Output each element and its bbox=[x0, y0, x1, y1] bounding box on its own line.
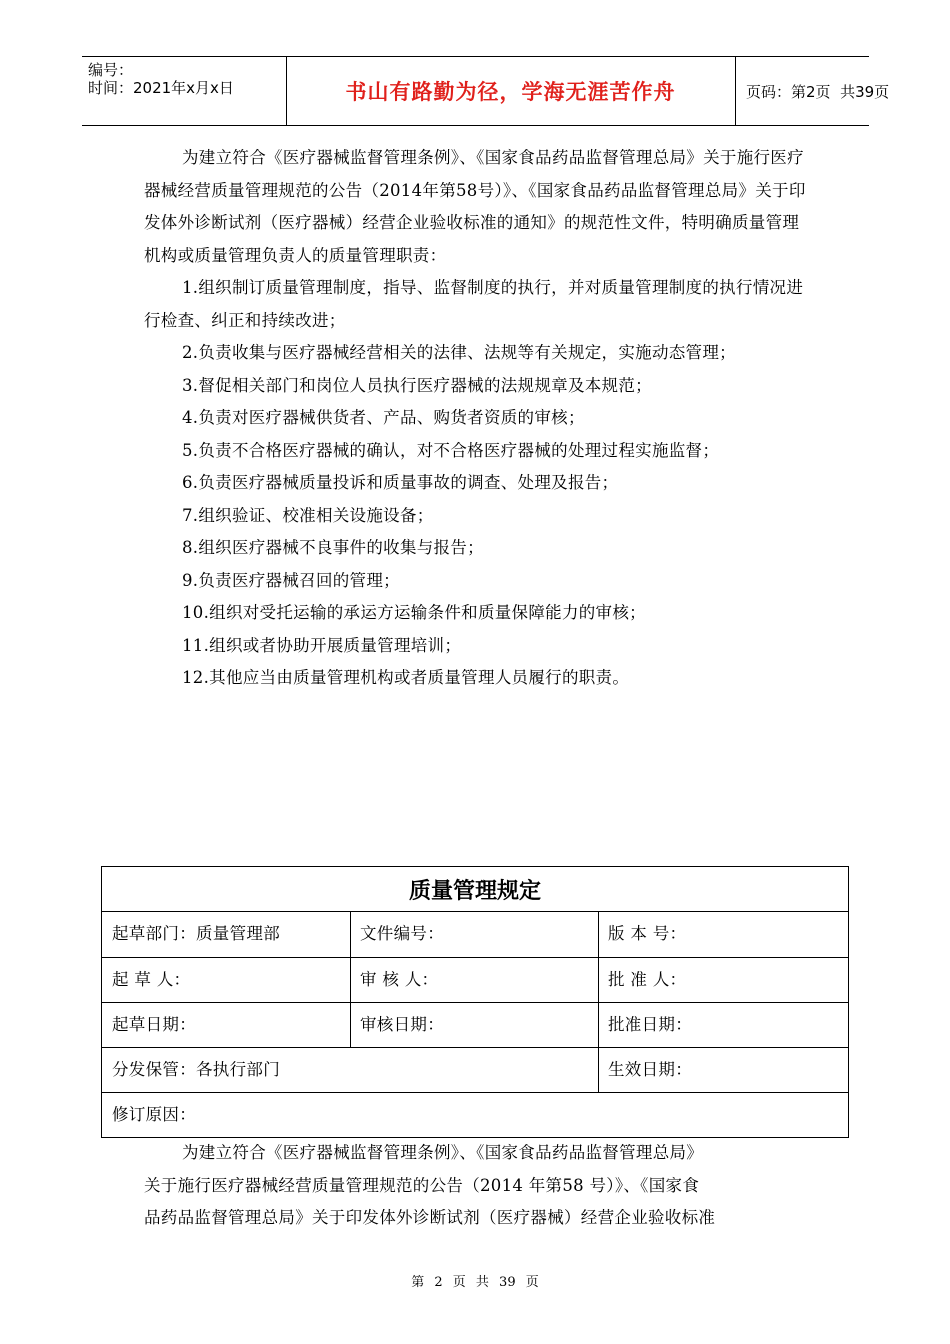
table-row bbox=[102, 911, 848, 958]
page-header bbox=[82, 56, 890, 126]
draft-date-cell: 起草日期： bbox=[112, 1015, 196, 1034]
doc-no-cell: 文件编号： bbox=[360, 924, 444, 943]
page-footer: 第 2 页 共 39 页 bbox=[411, 1275, 539, 1290]
effective-date-cell: 生效日期： bbox=[608, 1060, 692, 1079]
list-item: 9.负责医疗器械召回的管理； bbox=[182, 570, 400, 590]
table-row bbox=[102, 1047, 848, 1093]
approve-date-cell: 批准日期： bbox=[608, 1015, 692, 1034]
approver-cell: 批 准 人： bbox=[608, 970, 687, 989]
main-text bbox=[144, 142, 809, 695]
list-item: 10.组织对受托运输的承运方运输条件和质量保障能力的审核； bbox=[182, 603, 646, 622]
table-title: 质量管理规定 bbox=[408, 878, 541, 904]
intro-paragraph: 为建立符合《医疗器械监督管理条例》、《国家食品药品监督管理总局》关于施行医疗器械经营质量管理规范的公告（2014年第58号）》、《国家食品药品监督管理总局》关于印发体外诊断试剂（医疗器械）经营企业验收标准的通知》的规范性文件，特明确质量管理机构或质量管理负责人的质量管理职责： bbox=[144, 148, 806, 265]
intro-repeat-line: 为建立符合《医疗器械监督管理条例》、《国家食品药品监督管理总局》 bbox=[182, 1143, 704, 1162]
list-item: 8.组织医疗器械不良事件的收集与报告； bbox=[182, 538, 484, 557]
reviewer-cell: 审 核 人： bbox=[360, 970, 439, 989]
list-item: 3.督促相关部门和岗位人员执行医疗器械的法规规章及本规范； bbox=[182, 375, 652, 395]
duty-list bbox=[144, 272, 809, 695]
intro-repeat bbox=[144, 1137, 809, 1235]
revision-reason-cell: 修订原因： bbox=[112, 1105, 196, 1124]
table-row bbox=[102, 957, 848, 1003]
list-item: 7.组织验证、校准相关设施设备； bbox=[182, 505, 434, 525]
list-item: 2.负责收集与医疗器械经营相关的法律、法规等有关规定，实施动态管理； bbox=[182, 343, 736, 362]
table-row bbox=[102, 1002, 848, 1048]
draft-dept-cell: 起草部门：质量管理部 bbox=[112, 924, 280, 943]
intro-repeat-line: 关于施行医疗器械经营质量管理规范的公告（2014 年第58 号）》、《国家食 bbox=[144, 1175, 700, 1195]
serial-number-label: 编号： bbox=[88, 61, 134, 79]
drafter-cell: 起 草 人： bbox=[112, 970, 191, 989]
distribution-cell: 分发保管：各执行部门 bbox=[112, 1060, 280, 1079]
intro-repeat-line: 品药品监督管理总局》关于印发体外诊断试剂（医疗器械）经营企业验收标准 bbox=[144, 1208, 716, 1227]
document-control-table bbox=[101, 866, 849, 1138]
review-date-cell: 审核日期： bbox=[360, 1015, 444, 1034]
list-item: 4.负责对医疗器械供货者、产品、购货者资质的审核； bbox=[182, 408, 585, 427]
header-meta bbox=[88, 61, 286, 97]
list-item: 5.负责不合格医疗器械的确认，对不合格医疗器械的处理过程实施监督； bbox=[182, 440, 720, 460]
header-page-info: 页码：第2页 共39页 bbox=[746, 82, 890, 101]
list-item: 11.组织或者协助开展质量管理培训； bbox=[182, 635, 462, 655]
table-row bbox=[102, 1092, 848, 1138]
list-item: 12.其他应当由质量管理机构或者质量管理人员履行的职责。 bbox=[182, 668, 630, 687]
date-label: 时间：2021年x月x日 bbox=[88, 79, 234, 97]
list-item: 1.组织制订质量管理制度，指导、监督制度的执行，并对质量管理制度的执行情况进行检查、纠正和持续改进； bbox=[144, 278, 804, 330]
version-cell: 版 本 号： bbox=[608, 924, 687, 943]
list-item: 6.负责医疗器械质量投诉和质量事故的调查、处理及报告； bbox=[182, 473, 619, 492]
header-motto: 书山有路勤为径，学海无涯苦作舟 bbox=[345, 80, 676, 104]
